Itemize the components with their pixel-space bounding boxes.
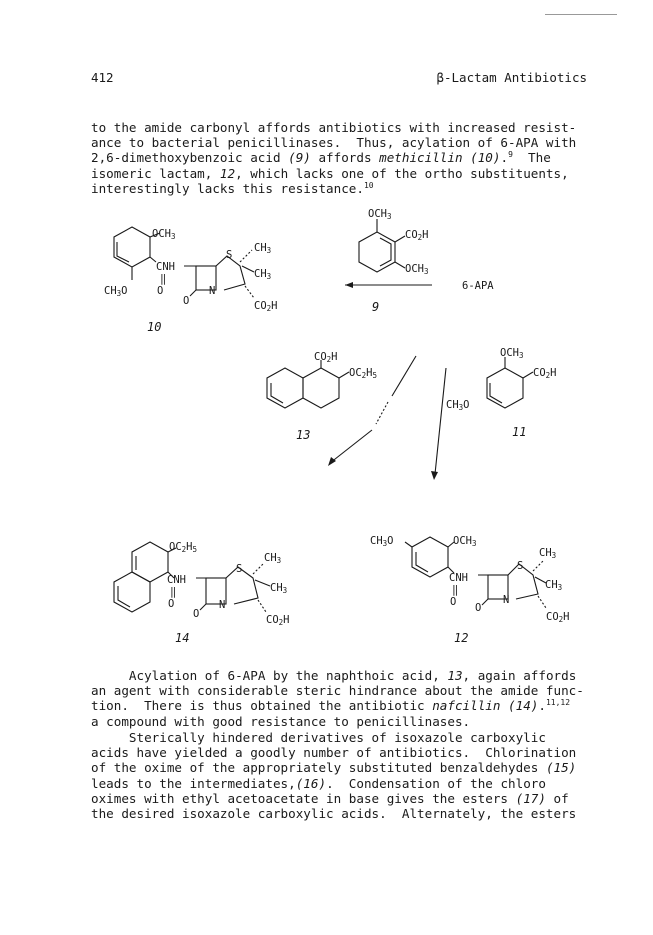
atom-label: N bbox=[209, 285, 216, 297]
text-line: tion. There is thus obtained the antibiotic bbox=[91, 698, 433, 714]
atom-label: CO2H bbox=[533, 367, 557, 380]
text-line: Sterically hindered derivatives of isoxazole carboxylic bbox=[91, 730, 546, 745]
atom-label: CH3 bbox=[254, 242, 272, 255]
atom-label: CH3O bbox=[104, 285, 128, 298]
text-line: a compound with good resistance to penicillinases. bbox=[91, 713, 471, 729]
citation: 9 bbox=[508, 150, 513, 160]
atom-label: CH3O bbox=[370, 535, 394, 548]
atom-label: OCH3 bbox=[152, 228, 176, 241]
compound-number-9: 9 bbox=[372, 300, 380, 314]
reagent-label: 6-APA bbox=[462, 280, 494, 292]
compound-number-12: 12 bbox=[454, 631, 469, 645]
atom-label: S bbox=[226, 249, 233, 261]
atom-label: ‖ bbox=[160, 273, 167, 285]
text-line: , again affords bbox=[462, 668, 577, 683]
compound-number-14: 14 bbox=[175, 631, 190, 645]
citation: 11,12 bbox=[545, 698, 571, 708]
text-line: . bbox=[500, 150, 509, 166]
atom-label: OCH3 bbox=[368, 208, 392, 221]
atom-label: OCH3 bbox=[405, 263, 429, 276]
atom-label: CO2H bbox=[254, 300, 278, 313]
compound-number-10: 10 bbox=[147, 320, 162, 334]
text-line: leads to the intermediates, bbox=[91, 775, 296, 791]
compound-9-structure bbox=[359, 208, 429, 314]
compound-ref: (17) bbox=[515, 790, 546, 806]
running-title: β-Lactam Antibiotics bbox=[436, 70, 587, 85]
atom-label: OC2H5 bbox=[169, 541, 198, 554]
compound-14-structure bbox=[114, 541, 290, 645]
text-line: ance to bacterial penicillinases. Thus, acylation of 6-APA with bbox=[91, 135, 577, 151]
compound-name: methicillin (10) bbox=[379, 150, 501, 166]
text-line: an agent with considerable steric hindrance about the amide func- bbox=[91, 683, 584, 699]
text-line: isomeric lactam, bbox=[91, 165, 220, 181]
text-line: to the amide carbonyl affords antibiotics with increased resist- bbox=[91, 120, 577, 135]
atom-label: N bbox=[503, 594, 510, 606]
atom-label: CH3 bbox=[539, 547, 557, 560]
compound-ref: (15) bbox=[545, 760, 577, 776]
compound-ref: 12 bbox=[219, 165, 236, 181]
atom-label: ‖ bbox=[170, 586, 177, 598]
atom-label: CH3O bbox=[446, 399, 470, 412]
text-line: of bbox=[545, 790, 569, 806]
text-line: acids have yielded a goodly number of antibiotics. Chlorination bbox=[91, 745, 577, 761]
compound-12-structure bbox=[370, 535, 570, 645]
text-line: . Condensation of the chloro bbox=[326, 775, 546, 791]
compound-name: nafcillin (14) bbox=[432, 698, 539, 714]
atom-label: S bbox=[517, 560, 524, 572]
compound-10-structure bbox=[104, 227, 278, 334]
atom-label: CO2H bbox=[546, 611, 570, 624]
compound-11-structure bbox=[446, 347, 557, 439]
reaction-arrow-to-12 bbox=[431, 368, 446, 480]
atom-label: N bbox=[219, 599, 226, 611]
text-line: affords bbox=[310, 150, 380, 166]
atom-label: CNH bbox=[167, 574, 186, 586]
atom-label: CO2H bbox=[266, 614, 290, 627]
text-line: interestingly lacks this resistance. bbox=[91, 180, 364, 196]
text-line: the desired isoxazole carboxylic acids. Alternately, the esters bbox=[91, 806, 577, 822]
text-line: , which lacks one of the ortho substituents, bbox=[235, 165, 569, 181]
atom-label: CO2H bbox=[405, 229, 429, 242]
compound-number-11: 11 bbox=[512, 425, 527, 439]
compound-ref: (9) bbox=[288, 150, 311, 166]
text-line: Acylation of 6-APA by the naphthoic acid, bbox=[128, 668, 448, 683]
atom-label: OCH3 bbox=[453, 535, 477, 548]
compound-ref: (16) bbox=[295, 775, 327, 791]
compound-number-13: 13 bbox=[296, 428, 311, 442]
atom-label: O bbox=[183, 295, 190, 307]
page-number: 412 bbox=[91, 70, 114, 85]
atom-label: O bbox=[193, 608, 200, 620]
citation: 10 bbox=[363, 180, 374, 190]
text-line: The bbox=[512, 150, 551, 166]
atom-label: CO2H bbox=[314, 351, 338, 364]
atom-label: OCH3 bbox=[500, 347, 524, 360]
atom-label: OC2H5 bbox=[349, 367, 378, 380]
atom-label: O bbox=[168, 598, 175, 610]
atom-label: ‖ bbox=[452, 584, 459, 596]
text-line: of the oxime of the appropriately substituted benzaldehydes bbox=[91, 760, 546, 776]
atom-label: O bbox=[475, 602, 482, 614]
atom-label: CH3 bbox=[545, 579, 563, 592]
atom-label: CNH bbox=[156, 261, 175, 273]
paragraph-3 bbox=[91, 730, 591, 821]
reaction-arrow-to-10 bbox=[345, 280, 494, 292]
atom-label: CH3 bbox=[270, 582, 288, 595]
text-line: . bbox=[538, 698, 546, 714]
atom-label: O bbox=[157, 285, 164, 297]
atom-label: O bbox=[450, 596, 457, 608]
text-line: oximes with ethyl acetoacetate in base gives the esters bbox=[91, 790, 516, 806]
atom-label: S bbox=[236, 563, 243, 575]
text-line bbox=[91, 668, 129, 683]
atom-label: CH3 bbox=[254, 268, 272, 281]
paragraph-2 bbox=[91, 668, 591, 729]
text-line: 2,6-dimethoxybenzoic acid bbox=[91, 150, 289, 166]
atom-label: CH3 bbox=[264, 552, 282, 565]
compound-13-structure bbox=[267, 351, 377, 442]
atom-label: CNH bbox=[449, 572, 468, 584]
compound-ref: 13 bbox=[447, 668, 463, 683]
